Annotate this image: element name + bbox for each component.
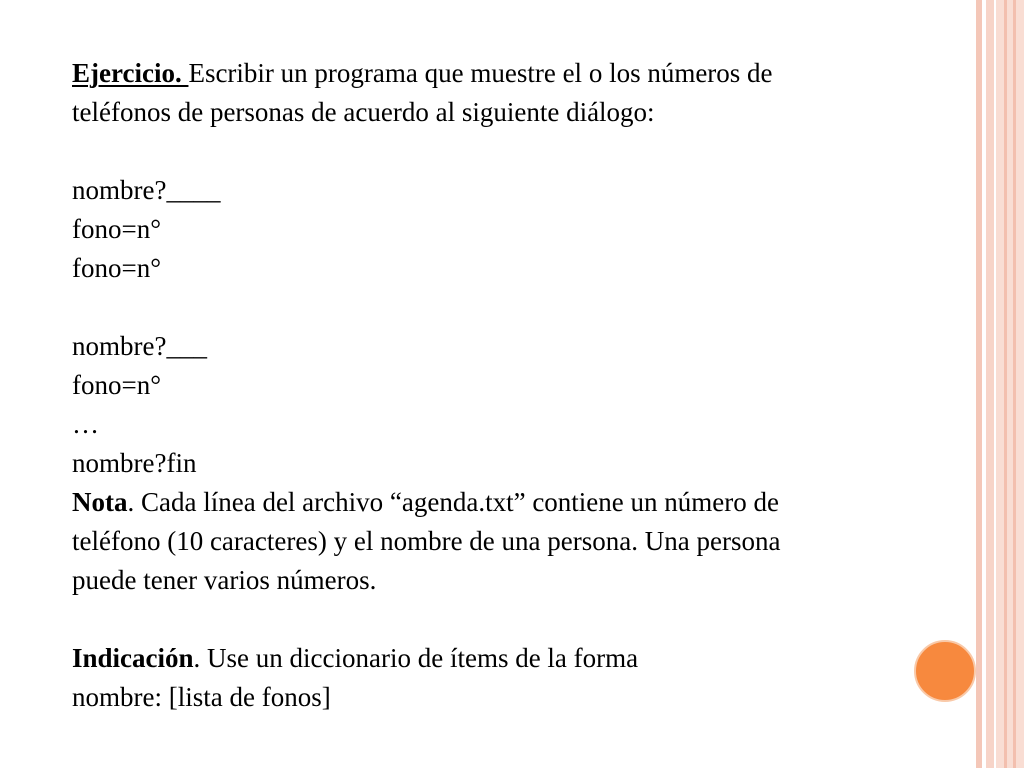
hint-line-2: nombre: [lista de fonos]: [72, 682, 331, 712]
exercise-heading: Ejercicio.: [72, 58, 189, 88]
note-line-1: [72, 483, 972, 522]
border-stripe: [976, 0, 982, 768]
border-stripe: [1004, 0, 1007, 768]
note-text: . Cada línea del archivo “agenda.txt” contiene un número de: [127, 487, 779, 517]
border-stripe: [986, 0, 994, 768]
border-stripe: [1013, 0, 1016, 768]
dialog-line: nombre?___: [72, 331, 207, 361]
note-label: Nota: [72, 487, 128, 517]
exercise-line-2: teléfonos de personas de acuerdo al siguiente diálogo:: [72, 97, 655, 127]
dialog-line: nombre?fin: [72, 448, 197, 478]
dialog-line: fono=n°: [72, 214, 162, 244]
dialog-line: fono=n°: [72, 253, 162, 283]
note-line-2: teléfono (10 caracteres) y el nombre de una persona. Una persona: [72, 526, 781, 556]
hint-label: Indicación: [72, 643, 194, 673]
dialog-line: nombre?____: [72, 175, 221, 205]
hint-text: . Use un diccionario de ítems de la forma: [193, 643, 639, 673]
slide-body: [72, 54, 972, 717]
blank-line: [72, 600, 972, 639]
note-line-3: puede tener varios números.: [72, 565, 377, 595]
exercise-intro: Escribir un programa que muestre el o los números de: [188, 58, 773, 88]
dialog-line: …: [72, 409, 99, 439]
blank-line: [72, 132, 972, 171]
dialog-line: [72, 288, 972, 327]
border-stripe: [996, 0, 1024, 768]
dialog-line: fono=n°: [72, 370, 162, 400]
exercise-line-1: [72, 54, 972, 93]
hint-line-1: [72, 639, 972, 678]
